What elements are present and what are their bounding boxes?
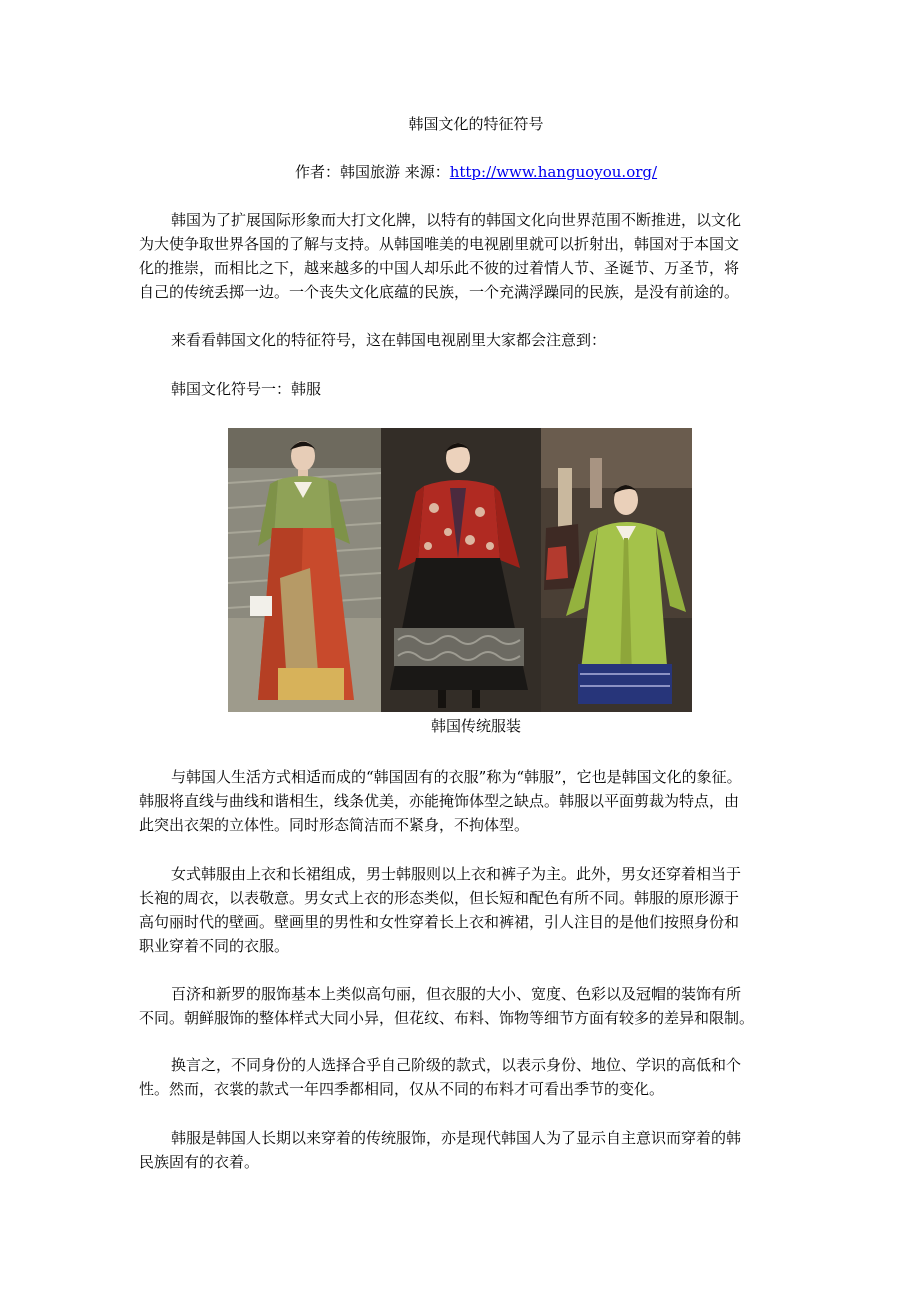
text-line: 与韩国人生活方式相适而成的“韩国固有的衣服”称为“韩服”，它也是韩国文化的象征。 [171, 768, 742, 786]
text-line: 百济和新罗的服饰基本上类似高句丽，但衣服的大小、宽度、色彩以及冠帽的装饰有所 [171, 985, 742, 1003]
paragraph-2 [139, 862, 781, 958]
text-line: 韩国文化符号一：韩服 [171, 380, 322, 398]
hanbok-photo-illustration [228, 428, 692, 712]
text-line: 韩国为了扩展国际形象而大打文化牌，以特有的韩国文化向世界范围不断推进，以文化 [171, 211, 742, 229]
text-line: 换言之，不同身份的人选择合乎自己阶级的款式，以表示身份、地位、学识的高低和个 [171, 1056, 742, 1074]
source-link[interactable]: http://www.hanguoyou.org/ [449, 163, 658, 181]
text-line: 长袍的周衣，以表敬意。男女式上衣的形态类似，但长短和配色有所不同。韩服的原形源于 [139, 889, 740, 907]
paragraph-3 [139, 982, 781, 1030]
text-line: 职业穿着不同的衣服。 [139, 937, 290, 955]
paragraph-1 [139, 765, 781, 837]
text-line: 韩服是韩国人长期以来穿着的传统服饰，亦是现代韩国人为了显示自主意识而穿着的韩 [171, 1129, 742, 1147]
paragraph-4 [139, 1053, 781, 1101]
text-line: 高句丽时代的壁画。壁画里的男性和女性穿着长上衣和裤裙，引人注目的是他们按照身份和 [139, 913, 740, 931]
section-heading [139, 377, 781, 401]
text-line: 韩服将直线与曲线和谐相生，线条优美，亦能掩饰体型之缺点。韩服以平面剪裁为特点，由 [139, 792, 740, 810]
text-line: 化的推崇，而相比之下，越来越多的中国人却乐此不彼的过着情人节、圣诞节、万圣节，将 [139, 259, 740, 277]
text-line: 自己的传统丢掷一边。一个丧失文化底蕴的民族，一个充满浮躁同的民族，是没有前途的。 [139, 283, 740, 301]
author-label: 作者：韩国旅游 来源： [294, 163, 450, 181]
text-line: 性。然而，衣裳的款式一年四季都相同，仅从不同的布料才可看出季节的变化。 [139, 1080, 665, 1098]
paragraph-5 [139, 1126, 781, 1174]
lead-paragraph [139, 328, 781, 352]
hanbok-photo [228, 428, 692, 712]
text-line: 来看看韩国文化的特征符号，这在韩国电视剧里大家都会注意到： [171, 331, 607, 349]
byline [0, 161, 920, 183]
text-line: 为大使争取世界各国的了解与支持。从韩国唯美的电视剧里就可以折射出，韩国对于本国文 [139, 235, 740, 253]
text-line: 不同。朝鲜服饰的整体样式大同小异，但花纹、布料、饰物等细节方面有较多的差异和限制。 [139, 1009, 755, 1027]
intro-paragraph [139, 208, 781, 304]
figure-caption: 韩国传统服装 [430, 717, 521, 735]
text-line: 民族固有的衣着。 [139, 1153, 260, 1171]
document-title: 韩国文化的特征符号 [408, 115, 544, 133]
text-line: 此突出衣架的立体性。同时形态简洁而不紧身，不拘体型。 [139, 816, 530, 834]
text-line: 女式韩服由上衣和长裙组成，男士韩服则以上衣和裤子为主。此外，男女还穿着相当于 [171, 865, 742, 883]
